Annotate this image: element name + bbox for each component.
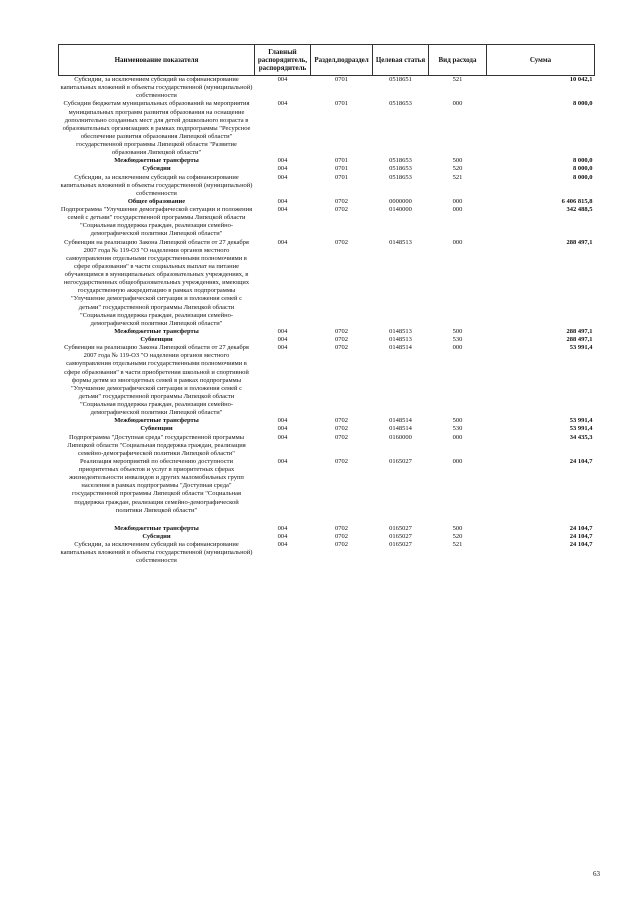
cell-expense: 000 xyxy=(452,206,463,213)
cell-article: 0518651 xyxy=(389,76,412,83)
cell-sum: 8 000,0 xyxy=(573,165,593,173)
header-admin: Главный распорядитель, распорядитель xyxy=(255,45,311,76)
cell-section: 0702 xyxy=(335,524,348,532)
cell-sum: 53 991,4 xyxy=(569,417,593,425)
cell-section: 0702 xyxy=(335,238,348,246)
cell-expense: 530 xyxy=(452,336,463,343)
table-row xyxy=(59,525,595,533)
cell-name: Межбюджетные трансферты xyxy=(114,524,199,532)
cell-sum: 6 406 815,8 xyxy=(561,197,593,205)
cell-admin: 004 xyxy=(277,417,288,425)
cell-sum: 8 000,0 xyxy=(573,157,593,165)
row-spacer xyxy=(59,515,595,525)
cell-expense: 520 xyxy=(452,165,463,173)
cell-section: 0702 xyxy=(335,417,348,425)
cell-name: Субсидии, за исключением субсидий на софинансирование капитальных вложений в объекты государственной (муниципальной) собственности xyxy=(60,541,253,565)
table-row xyxy=(59,458,595,515)
table-row xyxy=(59,533,595,541)
cell-article: 0518653 xyxy=(389,100,412,108)
cell-admin: 004 xyxy=(277,524,288,532)
table-row xyxy=(59,328,595,336)
cell-article: 0165027 xyxy=(389,541,412,548)
cell-section: 0701 xyxy=(335,76,348,83)
cell-admin: 004 xyxy=(277,157,288,165)
cell-article: 0518653 xyxy=(389,157,412,165)
cell-sum: 288 497,1 xyxy=(566,327,593,335)
cell-sum: 288 497,1 xyxy=(566,336,593,343)
cell-expense: 500 xyxy=(452,327,463,335)
cell-name: Субсидии xyxy=(142,532,171,540)
cell-sum: 34 435,3 xyxy=(569,433,593,441)
cell-article: 0148513 xyxy=(389,336,412,343)
table-row xyxy=(59,425,595,433)
header-expense: Вид расхода xyxy=(429,45,487,76)
cell-expense: 530 xyxy=(452,425,463,433)
table-row xyxy=(59,239,595,328)
cell-name: Субсидии бюджетам муниципальных образований на мероприятия муниципальных программ развития образования на оснащение дополнительно созданных мест для детей дошкольного возраста в образовательных организациях в рамках подпрограммы "Ресурсное обеспечение развития образования Липецкой области" государственной программы Липецкой области "Развитие образования Липецкой области" xyxy=(62,100,251,157)
header-section: Раздел,подраздел xyxy=(311,45,373,76)
cell-name: Межбюджетные трансферты xyxy=(114,157,199,165)
budget-table xyxy=(58,44,595,565)
cell-section: 0702 xyxy=(335,344,348,352)
cell-sum: 24 104,7 xyxy=(569,532,593,540)
cell-name: Подпрограмма "Улучшение демографической ситуации и положения семей с детьми" государственной программы Липецкой области "Социальная поддержка граждан, реализация семейно-демографической политики Липецкой области" xyxy=(60,206,253,238)
cell-admin: 004 xyxy=(277,425,288,433)
cell-admin: 004 xyxy=(277,433,288,441)
header-article: Целевая статья xyxy=(373,45,429,76)
cell-expense: 520 xyxy=(452,532,463,540)
cell-admin: 004 xyxy=(277,344,288,352)
table-row xyxy=(59,434,595,458)
cell-section: 0702 xyxy=(335,541,348,548)
cell-name: Межбюджетные трансферты xyxy=(114,327,199,335)
cell-name: Субвенции на реализацию Закона Липецкой области от 27 декабря 2007 года № 119-ОЗ "О наделении органов местного самоуправления отдельными государственными полномочиями в сфере образования" в части социальных выплат на питание обучающимся в муниципальных образовательных учреждениях, в негосударственных общеобразовательных учреждениях, имеющих государственную аккредитацию в рамках подпрограммы "Улучшение демографической ситуации и положения семей с детьми" государственной программы Липецкой области "Социальная поддержка граждан, реализация семейно-демографической политики Липецкой области" xyxy=(63,238,250,327)
cell-sum: 8 000,0 xyxy=(573,100,593,108)
cell-admin: 004 xyxy=(277,173,288,181)
table-row xyxy=(59,344,595,417)
header-sum: Сумма xyxy=(487,45,595,76)
cell-expense: 500 xyxy=(452,417,463,425)
cell-section: 0701 xyxy=(335,173,348,181)
cell-section: 0702 xyxy=(335,433,348,441)
cell-admin: 004 xyxy=(277,100,288,108)
cell-sum: 8 000,0 xyxy=(573,173,593,181)
cell-sum: 288 497,1 xyxy=(566,238,593,246)
cell-article: 0518653 xyxy=(389,173,412,181)
cell-sum: 10 042,1 xyxy=(569,76,593,83)
cell-expense: 000 xyxy=(452,457,463,465)
cell-article: 0148513 xyxy=(389,238,412,246)
cell-name: Субвенции xyxy=(140,336,173,343)
table-row xyxy=(59,417,595,425)
table-row xyxy=(59,157,595,165)
cell-name: Субсидии, за исключением субсидий на софинансирование капитальных вложений в объекты государственной (муниципальной) собственности xyxy=(60,76,253,100)
header-name: Наименование показателя xyxy=(59,45,255,76)
cell-expense: 000 xyxy=(452,433,463,441)
cell-admin: 004 xyxy=(277,327,288,335)
cell-article: 0148514 xyxy=(389,425,412,433)
cell-section: 0701 xyxy=(335,165,348,173)
cell-article: 0165027 xyxy=(389,524,412,532)
table-body xyxy=(59,76,595,566)
cell-article: 0148513 xyxy=(389,327,412,335)
cell-expense: 500 xyxy=(452,524,463,532)
table-row xyxy=(59,541,595,565)
cell-section: 0702 xyxy=(335,457,348,465)
cell-sum: 53 991,4 xyxy=(569,425,593,433)
cell-article: 0000000 xyxy=(389,197,412,205)
cell-section: 0702 xyxy=(335,197,348,205)
cell-admin: 004 xyxy=(277,165,288,173)
cell-sum: 53 991,4 xyxy=(569,344,593,352)
cell-sum: 24 104,7 xyxy=(569,541,593,548)
cell-expense: 521 xyxy=(452,541,463,548)
cell-section: 0702 xyxy=(335,336,348,343)
cell-sum: 24 104,7 xyxy=(569,457,593,465)
cell-article: 0160000 xyxy=(389,433,412,441)
table-row xyxy=(59,206,595,239)
cell-name: Субвенции xyxy=(140,425,173,433)
cell-section: 0702 xyxy=(335,425,348,433)
cell-expense: 521 xyxy=(452,173,463,181)
cell-section: 0702 xyxy=(335,532,348,540)
cell-section: 0701 xyxy=(335,157,348,165)
cell-name: Реализация мероприятий по обеспечению доступности приоритетных объектов и услуг в приоритетных сферах жизнедеятельности инвалидов и других маломобильных групп населения в рамках подпрограммы "Доступная среда" государственной программы Липецкой области "Социальная поддержка граждан, реализация семейно-демографической политики Липецкой области" xyxy=(69,457,244,514)
cell-expense: 000 xyxy=(452,197,463,205)
cell-article: 0165027 xyxy=(389,457,412,465)
cell-admin: 004 xyxy=(277,197,288,205)
cell-name: Субсидии xyxy=(142,165,171,173)
cell-section: 0701 xyxy=(335,100,348,108)
cell-name: Общее образование xyxy=(127,197,186,205)
cell-article: 0140000 xyxy=(389,206,412,213)
cell-article: 0518653 xyxy=(389,165,412,173)
table-header-row xyxy=(59,45,595,76)
cell-admin: 004 xyxy=(277,541,288,548)
page-number: 63 xyxy=(593,870,600,878)
table-row xyxy=(59,198,595,206)
cell-admin: 004 xyxy=(277,457,288,465)
cell-name: Подпрограмма "Доступная среда" государственной программы Липецкой области "Социальная поддержка граждан, реализация семейно-демографической политики Липецкой области" xyxy=(67,433,246,457)
cell-name: Субсидии, за исключением субсидий на софинансирование капитальных вложений в объекты государственной (муниципальной) собственности xyxy=(60,173,253,197)
cell-expense: 000 xyxy=(452,238,463,246)
cell-article: 0148514 xyxy=(389,417,412,425)
cell-sum: 342 488,5 xyxy=(566,206,593,213)
table-row xyxy=(59,76,595,101)
cell-expense: 500 xyxy=(452,157,463,165)
cell-admin: 004 xyxy=(277,336,288,343)
cell-article: 0148514 xyxy=(389,344,412,352)
cell-expense: 521 xyxy=(452,76,463,83)
cell-name: Межбюджетные трансферты xyxy=(114,417,199,425)
table-row xyxy=(59,100,595,157)
cell-section: 0702 xyxy=(335,327,348,335)
cell-admin: 004 xyxy=(277,532,288,540)
cell-section: 0702 xyxy=(335,206,348,213)
table-row xyxy=(59,174,595,198)
cell-admin: 004 xyxy=(277,206,288,213)
cell-admin: 004 xyxy=(277,238,288,246)
cell-expense: 000 xyxy=(452,344,463,352)
cell-expense: 000 xyxy=(452,100,463,108)
table-row xyxy=(59,336,595,344)
cell-name: Субвенции на реализацию Закона Липецкой области от 27 декабря 2007 года № 119-ОЗ "О наделении органов местного самоуправления отдельными государственными полномочиями в сфере образования" в части приобретения школьной и спортивной формы детям из многодетных семей в рамках подпрограммы "Улучшение демографической ситуации и положения семей с детьми" государственной программы Липецкой области "Социальная поддержка граждан, реализация семейно-демографической политики Липецкой области" xyxy=(64,344,249,417)
table-row xyxy=(59,165,595,173)
cell-sum: 24 104,7 xyxy=(569,524,593,532)
cell-admin: 004 xyxy=(277,76,288,83)
cell-article: 0165027 xyxy=(389,532,412,540)
